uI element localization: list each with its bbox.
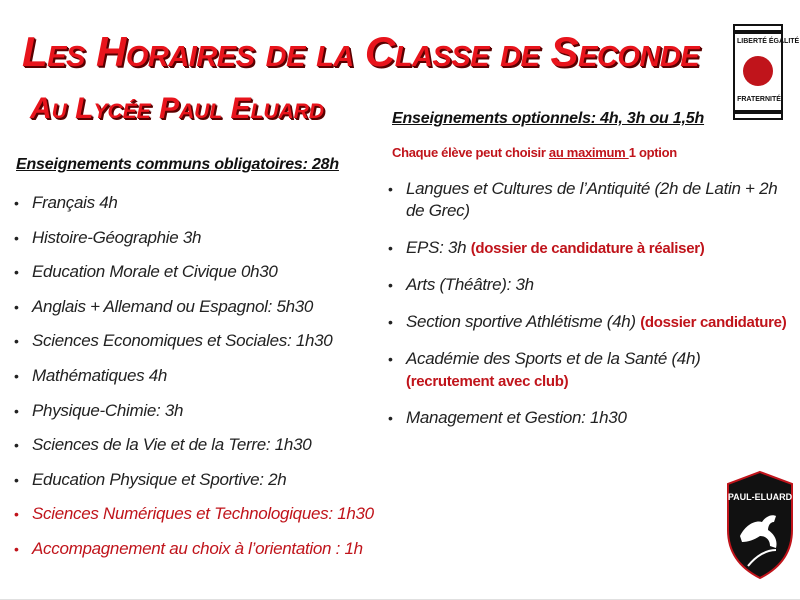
option-extra: (dossier candidature) [640, 314, 787, 331]
poster-top-text: LIBERTÉ ÉGALITÉ [737, 38, 800, 45]
list-item: • Education Physique et Sportive: 2h [14, 469, 374, 504]
school-crest-logo [726, 470, 794, 580]
option-text: Arts (Théâtre): 3h [406, 275, 534, 294]
option-text: Langues et Cultures de l’Antiquité (2h de Latin + 2h de Grec) [406, 179, 778, 220]
list-item: • Histoire-Géographie 3h [14, 227, 374, 262]
common-courses-heading: Enseignements communs obligatoires: 28h [16, 156, 339, 173]
list-item: • Education Morale et Civique 0h30 [14, 261, 374, 296]
optional-courses-heading: Enseignements optionnels: 4h, 3h ou 1,5h [392, 110, 705, 127]
list-item [388, 274, 788, 297]
list-item: • Accompagnement au choix à l’orientation : 1h [14, 538, 374, 573]
option-text: Académie des Sports et de la Santé (4h) [406, 349, 701, 368]
poster-bottom-text: FRATERNITÉ [737, 96, 781, 103]
option-text: Management et Gestion: 1h30 [406, 408, 627, 427]
page-subtitle: Au Lycée Paul Eluard [30, 92, 325, 125]
marianne-face-icon [743, 56, 773, 86]
list-item: • Physique-Chimie: 3h [14, 400, 374, 435]
list-item: • Français 4h [14, 192, 374, 227]
note-text-before: Chaque élève peut choisir [392, 145, 549, 160]
optional-courses-list [388, 178, 788, 444]
list-item: • Sciences Economiques et Sociales: 1h30 [14, 330, 374, 365]
list-item [388, 407, 788, 430]
crest-name: PAUL-ELUARD [727, 492, 793, 502]
common-courses-list [14, 192, 374, 573]
poster-band-top [735, 30, 781, 34]
option-text: Section sportive Athlétisme (4h) [406, 312, 641, 331]
note-text-after: 1 option [628, 145, 677, 160]
option-text: EPS: 3h [406, 238, 471, 257]
option-limit-note [392, 145, 677, 160]
list-item [388, 178, 788, 223]
list-item [388, 237, 788, 260]
list-item: • Anglais + Allemand ou Espagnol: 5h30 [14, 296, 374, 331]
page-title: Les Horaires de la Classe de Seconde [22, 28, 700, 75]
note-text-emphasis: au maximum [548, 145, 629, 160]
list-item [388, 311, 788, 334]
option-extra: (dossier de candidature à réaliser) [470, 240, 705, 257]
liberte-egalite-fraternite-poster [733, 24, 800, 120]
poster-band-bottom [735, 110, 781, 114]
list-item [388, 348, 788, 393]
list-item: • Sciences de la Vie et de la Terre: 1h30 [14, 434, 374, 469]
list-item: • Mathématiques 4h [14, 365, 374, 400]
option-extra: (recrutement avec club) [406, 373, 569, 390]
list-item: • Sciences Numériques et Technologiques: 1h30 [14, 503, 374, 538]
